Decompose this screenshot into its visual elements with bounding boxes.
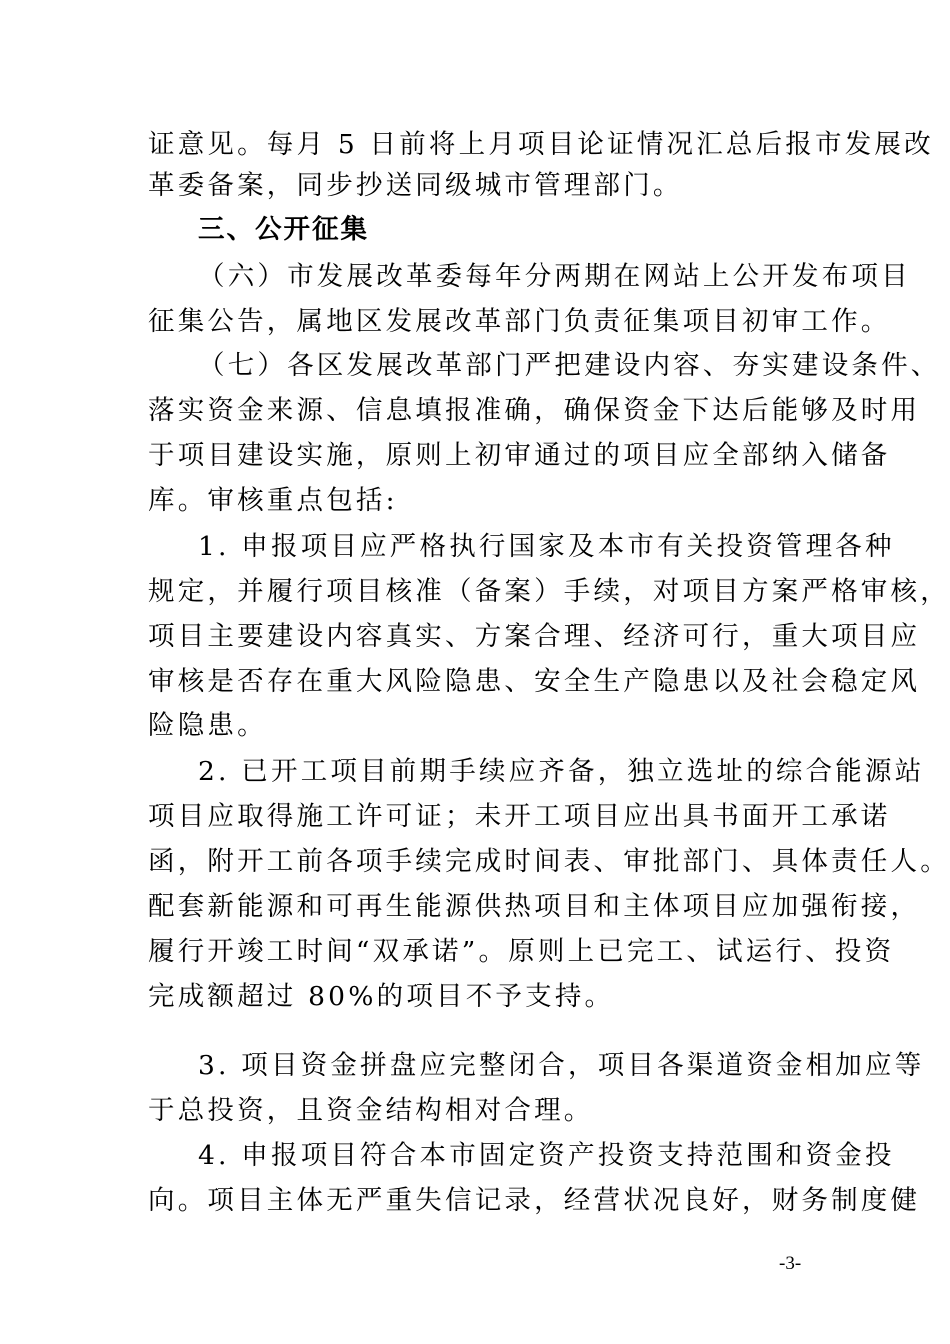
body-text-line: 革委备案，同步抄送同级城市管理部门。 [148, 170, 683, 201]
body-text-line: 库。审核重点包括: [148, 485, 398, 516]
body-text-line: 落实资金来源、信息填报准确，确保资金下达后能够及时用 [148, 395, 921, 426]
paragraph-first-line: （六）市发展改革委每年分两期在网站上公开发布项目 [198, 261, 911, 292]
body-text-line: 完成额超过 80%的项目不予支持。 [148, 981, 615, 1012]
body-text-line: 于总投资，且资金结构相对合理。 [148, 1095, 594, 1126]
body-text-line: 于项目建设实施，原则上初审通过的项目应全部纳入储备 [148, 440, 891, 471]
body-text-line: 审核是否存在重大风险隐患、安全生产隐患以及社会稳定风 [148, 666, 921, 697]
paragraph-first-line: 4. 申报项目符合本市固定资产投资支持范围和资金投 [198, 1140, 895, 1171]
paragraph-first-line: 3. 项目资金拼盘应完整闭合，项目各渠道资金相加应等 [198, 1050, 925, 1081]
body-text-line: 险隐患。 [148, 710, 267, 741]
body-text-line: 征集公告，属地区发展改革部门负责征集项目初审工作。 [148, 306, 891, 337]
body-text-line: 函，附开工前各项手续完成时间表、审批部门、具体责任人。 [148, 846, 950, 877]
body-text-line: 配套新能源和可再生能源供热项目和主体项目应加强衔接， [148, 891, 921, 922]
body-text-line: 证意见。每月 5 日前将上月项目论证情况汇总后报市发展改 [148, 129, 934, 160]
body-text-line: 项目应取得施工许可证；未开工项目应出具书面开工承诺 [148, 801, 891, 832]
paragraph-first-line: 1. 申报项目应严格执行国家及本市有关投资管理各种 [198, 531, 895, 562]
section-heading: 三、公开征集 [198, 214, 369, 245]
paragraph-first-line: 2. 已开工项目前期手续应齐备，独立选址的综合能源站 [198, 756, 925, 787]
body-text-line: 项目主要建设内容真实、方案合理、经济可行，重大项目应 [148, 621, 921, 652]
body-text-line: 向。项目主体无严重失信记录，经营状况良好，财务制度健 [148, 1185, 921, 1216]
body-text-line: 规定，并履行项目核准（备案）手续，对项目方案严格审核， [148, 576, 950, 607]
page-number: -3- [779, 1253, 802, 1274]
paragraph-first-line: （七）各区发展改革部门严把建设内容、夯实建设条件、 [198, 350, 941, 381]
body-text-line: 履行开竣工时间“双承诺”。原则上已完工、试运行、投资 [148, 936, 895, 967]
